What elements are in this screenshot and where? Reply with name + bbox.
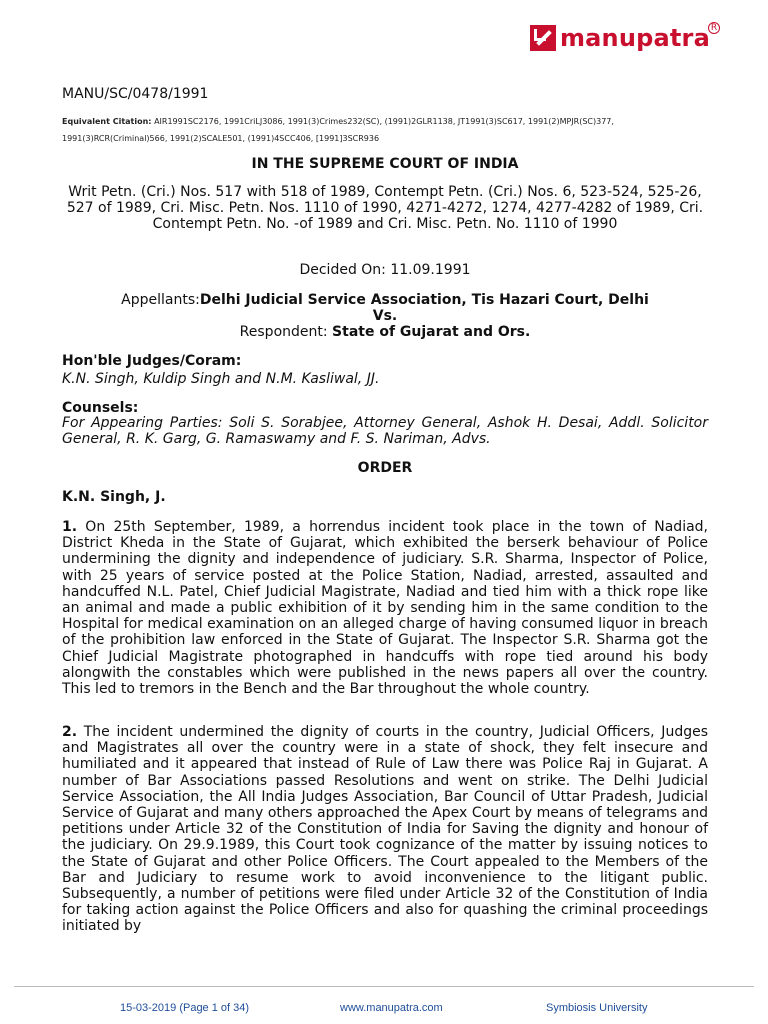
respondent-label: Respondent: <box>239 324 333 340</box>
order-heading: ORDER <box>357 460 413 476</box>
paragraph-text: On 25th September, 1989, a horrendus incident took place in the town of Nadiad, District Kheda in the State of Gujarat, which exhibited the berserk behaviour of Police undermining the dignity and independence of judiciary. S.R. Sharma, Inspector of Police, with 25 years of service posted at the Police Station, Nadiad, arrested, assaulted and handcuffed N.L. Patel, Chief Judicial Magistrate, Nadiad and tied him with a thick rope like an animal and made a public exhibition of it by sending him in the same condition to the Hospital for medical examination on an alleged charge of having consumed liquor in breach of the prohibition law enforced in the State of Gujarat. The Inspector S.R. Sharma got the Chief Judicial Magistrate photographed in handcuffs with rope tied around his body alongwith the constables which were published in the news papers all over the country. This led to tremors in the Bench and the Bar throughout the whole country. <box>62 519 708 698</box>
footer-divider <box>14 986 754 987</box>
author-judge: K.N. Singh, J. <box>62 489 166 505</box>
appellants-label: Appellants: <box>121 292 200 308</box>
document-id: MANU/SC/0478/1991 <box>62 86 209 102</box>
appellants-name: Delhi Judicial Service Association, Tis Hazari Court, Delhi <box>199 292 649 308</box>
appellants-line <box>62 292 708 308</box>
counsels-text: For Appearing Parties: Soli S. Sorabjee, Attorney General, Ashok H. Desai, Addl. Solicitor General, R. K. Garg, G. Ramaswamy and F. S. Nariman, Advs. <box>62 415 708 447</box>
decided-on: Decided On: 11.09.1991 <box>299 262 471 278</box>
footer-institution: Symbiosis University <box>546 1002 648 1014</box>
respondent-line <box>62 324 708 340</box>
equivalent-citation <box>62 113 708 147</box>
equivalent-citation-text: AIR1991SC2176, 1991CriLJ3086, 1991(3)Crimes232(SC), (1991)2GLR1138, JT1991(3)SC617, 1991(2)MPJR(SC)377, 1991(3)RCR(Criminal)566, 1991(2)SCALE501, (1991)4SCC406, [1991]3SCR936 <box>62 117 614 143</box>
paragraph-number: 2. <box>62 724 78 740</box>
manupatra-logo <box>530 23 718 52</box>
parties <box>62 292 708 340</box>
court-name: IN THE SUPREME COURT OF INDIA <box>251 156 519 172</box>
paragraph-number: 1. <box>62 519 78 535</box>
counsels-heading: Counsels: <box>62 400 139 416</box>
respondent-name: State of Gujarat and Ors. <box>332 324 531 340</box>
logo-text: manupatra <box>559 24 710 52</box>
footer-page-info: 15-03-2019 (Page 1 of 34) <box>120 1002 250 1014</box>
judges-heading: Hon'ble Judges/Coram: <box>62 353 242 369</box>
writ-petition: Writ Petn. (Cri.) Nos. 517 with 518 of 1989, Contempt Petn. (Cri.) Nos. 6, 523-524, 525-26, 527 of 1989, Cri. Misc. Petn. Nos. 1110 of 1990, 4271-4272, 1274, 4277-4282 of 1989, Cri. Contempt Petn. No. -of 1989 and Cri. Misc. Petn. No. 1110 of 1990 <box>66 184 704 232</box>
registered-mark-icon: R <box>708 22 720 34</box>
equivalent-citation-label: Equivalent Citation: <box>62 117 152 126</box>
paragraph-text: The incident undermined the dignity of courts in the country, Judicial Officers, Judges and Magistrates all over the country were in a state of shock, they felt insecure and humiliated and it appeared that instead of Rule of Law there was Police Raj in Gujarat. A number of Bar Associations passed Resolutions and went on strike. The Delhi Judicial Service Association, the All India Judges Association, Bar Council of Uttar Pradesh, Judicial Service of Gujarat and many others approached the Apex Court by means of telegrams and petitions under Article 32 of the Constitution of India for Saving the dignity and honour of the judiciary. On 29.9.1989, this Court took cognizance of the matter by issuing notices to the State of Gujarat and other Police Officers. The Court appealed to the Members of the Bar and Judiciary to resume work to avoid inconvenience to the litigant public. Subsequently, a number of petitions were filed under Article 32 of the Constitution of India for taking action against the Police Officers and also for quashing the criminal proceedings initiated by <box>62 724 708 935</box>
paragraph-2 <box>62 724 708 935</box>
judges-names: K.N. Singh, Kuldip Singh and N.M. Kasliwal, JJ. <box>62 371 380 387</box>
paragraph-1 <box>62 519 708 697</box>
versus: Vs. <box>372 308 398 324</box>
manupatra-logo-icon <box>530 25 556 51</box>
footer-website-link[interactable]: www.manupatra.com <box>340 1002 443 1014</box>
